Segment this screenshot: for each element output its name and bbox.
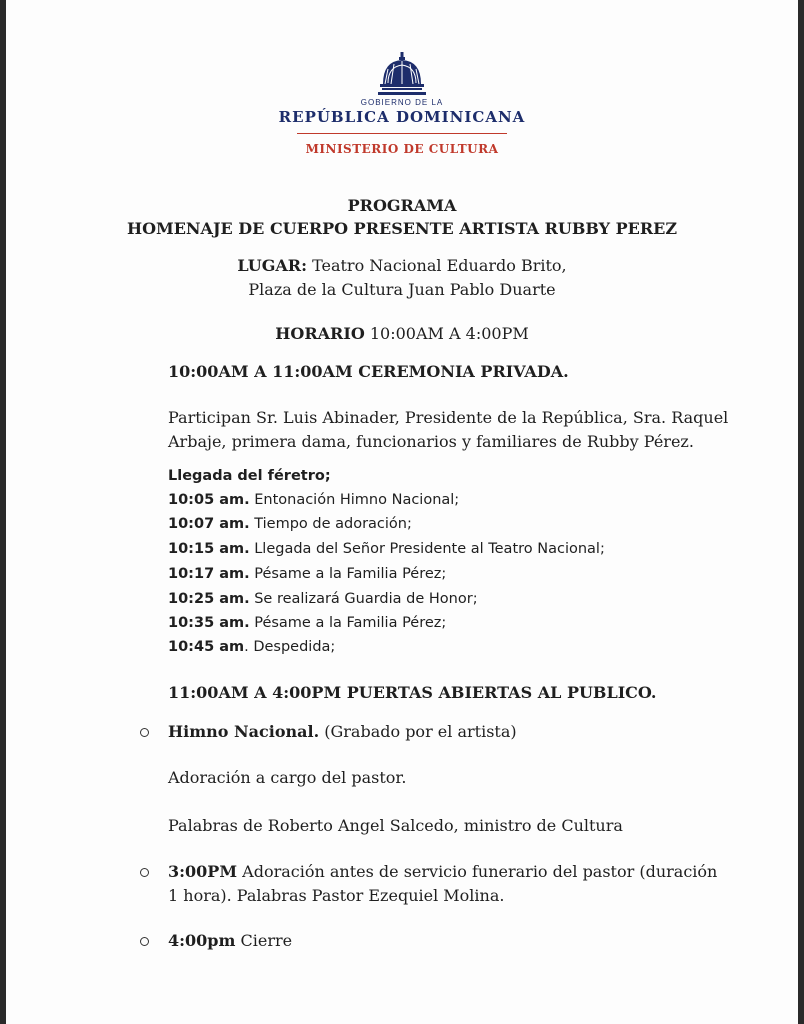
public-heading: 11:00AM A 4:00PM PUERTAS ABIERTAS AL PUBLICO. (168, 683, 657, 702)
bullet-icon (140, 728, 149, 737)
anthem-item (168, 722, 517, 741)
item-time: 10:05 am. (168, 492, 250, 508)
private-ceremony-heading: 10:00AM A 11:00AM CEREMONIA PRIVADA. (168, 362, 569, 381)
schedule-item (168, 492, 459, 508)
schedule-item (168, 639, 335, 655)
item-time: 10:45 am (168, 639, 245, 655)
location-line-2: Plaza de la Cultura Juan Pablo Duarte (248, 280, 556, 299)
government-logo (0, 52, 804, 156)
closing-time: 4:00pm (168, 931, 236, 950)
service-line-2: 1 hora). Palabras Pastor Ezequiel Molina. (168, 886, 505, 905)
service-text: Adoración antes de servicio funerario del pastor (duración (242, 862, 718, 881)
schedule-item (168, 516, 412, 532)
service-time: 3:00PM (168, 862, 238, 881)
anthem-bold: Himno Nacional. (168, 722, 320, 741)
item-text: Llegada del Señor Presidente al Teatro Nacional; (254, 541, 605, 557)
participants-line-2: Arbaje, primera dama, funcionarios y familiares de Rubby Pérez. (168, 432, 694, 451)
dome-icon (377, 52, 427, 96)
closing-text: Cierre (240, 931, 293, 950)
item-time: 10:25 am. (168, 591, 250, 607)
item-time: 10:07 am. (168, 516, 250, 532)
schedule-value: 10:00AM A 4:00PM (369, 324, 529, 343)
location-line-1 (0, 256, 804, 275)
bullet-icon (140, 868, 149, 877)
item-text: Pésame a la Familia Pérez; (254, 615, 447, 631)
logo-divider (297, 133, 507, 134)
bullet-icon (140, 937, 149, 946)
schedule-label: HORARIO (275, 324, 365, 343)
item-time: 10:35 am. (168, 615, 250, 631)
schedule-item (168, 615, 446, 631)
ministry-text: MINISTERIO DE CULTURA (305, 142, 499, 156)
schedule-item (168, 566, 446, 582)
item-time: 10:15 am. (168, 541, 250, 557)
item-text: Pésame a la Familia Pérez; (254, 566, 447, 582)
item-text: Se realizará Guardia de Honor; (254, 591, 478, 607)
location-label: LUGAR: (237, 256, 307, 275)
participants-line-1: Participan Sr. Luis Abinader, Presidente de la República, Sra. Raquel (168, 408, 729, 427)
arrival-item: Llegada del féretro; (168, 468, 331, 484)
schedule-item (168, 591, 478, 607)
service-line-1 (168, 862, 717, 881)
gov-small-text: GOBIERNO DE LA (360, 98, 444, 107)
closing-line (168, 931, 292, 950)
anthem-text: (Grabado por el artista) (324, 722, 517, 741)
gov-country-text: REPÚBLICA DOMINICANA (278, 108, 526, 126)
item-text: . Despedida; (244, 639, 336, 655)
worship-line: Adoración a cargo del pastor. (168, 768, 407, 787)
speech-line: Palabras de Roberto Angel Salcedo, ministro de Cultura (168, 816, 623, 835)
schedule-line (0, 324, 804, 343)
schedule-item (168, 541, 605, 557)
item-time: 10:17 am. (168, 566, 250, 582)
item-text: Entonación Himno Nacional; (254, 492, 460, 508)
location-venue: Teatro Nacional Eduardo Brito, (312, 256, 567, 275)
event-title: HOMENAJE DE CUERPO PRESENTE ARTISTA RUBBY PEREZ (126, 219, 678, 238)
program-title: PROGRAMA (347, 196, 457, 215)
item-text: Tiempo de adoración; (254, 516, 412, 532)
